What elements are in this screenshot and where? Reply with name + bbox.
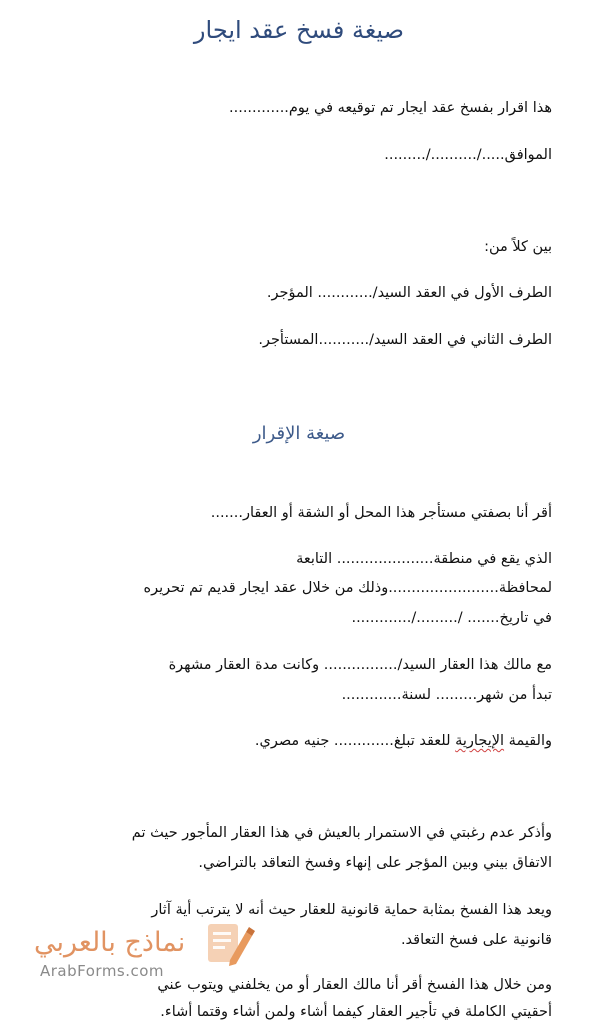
paragraph-4 (40, 731, 552, 751)
paragraph-6-line-2: قانونية على فسخ التعاقد. (400, 932, 552, 948)
paragraph-2-line-3: في تاريخ....... /........./............. (351, 610, 552, 626)
paragraph-2-line-1: الذي يقع في منطقة..................... التابعة (296, 551, 552, 567)
paragraph-4-prefix: والقيمة (504, 733, 552, 749)
party-2-line: الطرف الثاني في العقد السيد/...........المستأجر. (258, 332, 552, 348)
paragraph-6-line-1: ويعد هذا الفسخ بمثابة حماية قانونية للعقار حيث أنه لا يترتب أية آثار (151, 902, 552, 918)
watermark-logo (30, 918, 262, 988)
party-1-line: الطرف الأول في العقد السيد/............ المؤجر. (266, 285, 552, 301)
paragraph-7-line-1: ومن خلال هذا الفسخ أقر أنا مالك العقار أو من يخلفني ويتوب عني (157, 977, 552, 993)
paragraph-1: أقر أنا بصفتي مستأجر هذا المحل أو الشقة أو العقار....... (210, 505, 552, 521)
watermark-site: ArabForms.com (40, 962, 165, 980)
paragraph-3-line-2: تبدأ من شهر......... لسنة............. (341, 687, 552, 703)
paragraph-3-line-1: مع مالك هذا العقار السيد/................ وكانت مدة العقار مشهرة (168, 657, 552, 673)
document-title: صيغة فسخ عقد ايجار (193, 16, 405, 44)
paragraph-5-line-2: الاتفاق بيني وبين المؤجر على إنهاء وفسخ التعاقد بالتراضي. (198, 855, 552, 871)
paragraph-5-line-1: وأذكر عدم رغبتي في الاستمرار بالعيش في هذا العقار المأجور حيث تم (131, 825, 552, 841)
paragraph-2-line-2: لمحافظة........................وذلك من خلال عقد ايجار قديم تم تحريره (143, 580, 552, 596)
watermark-brand: نماذج بالعربي (34, 927, 186, 958)
paragraph-7-line-2: أحقيتي الكاملة في تأجير العقار كيفما أشاء ولمن أشاء وقتما أشاء. (160, 1004, 552, 1020)
between-heading: بين كلاً من: (484, 239, 552, 255)
spellcheck-underlined-word: الإيجارية (455, 733, 505, 749)
document-pencil-icon (200, 918, 256, 974)
intro-line-2: الموافق...../........../......... (384, 147, 552, 163)
intro-line-1: هذا اقرار بفسخ عقد ايجار تم توقيعه في يوم............. (229, 100, 552, 116)
section-title: صيغة الإقرار (252, 423, 346, 444)
paragraph-4-rest: للعقد تبلغ............. جنيه مصري. (254, 733, 456, 749)
